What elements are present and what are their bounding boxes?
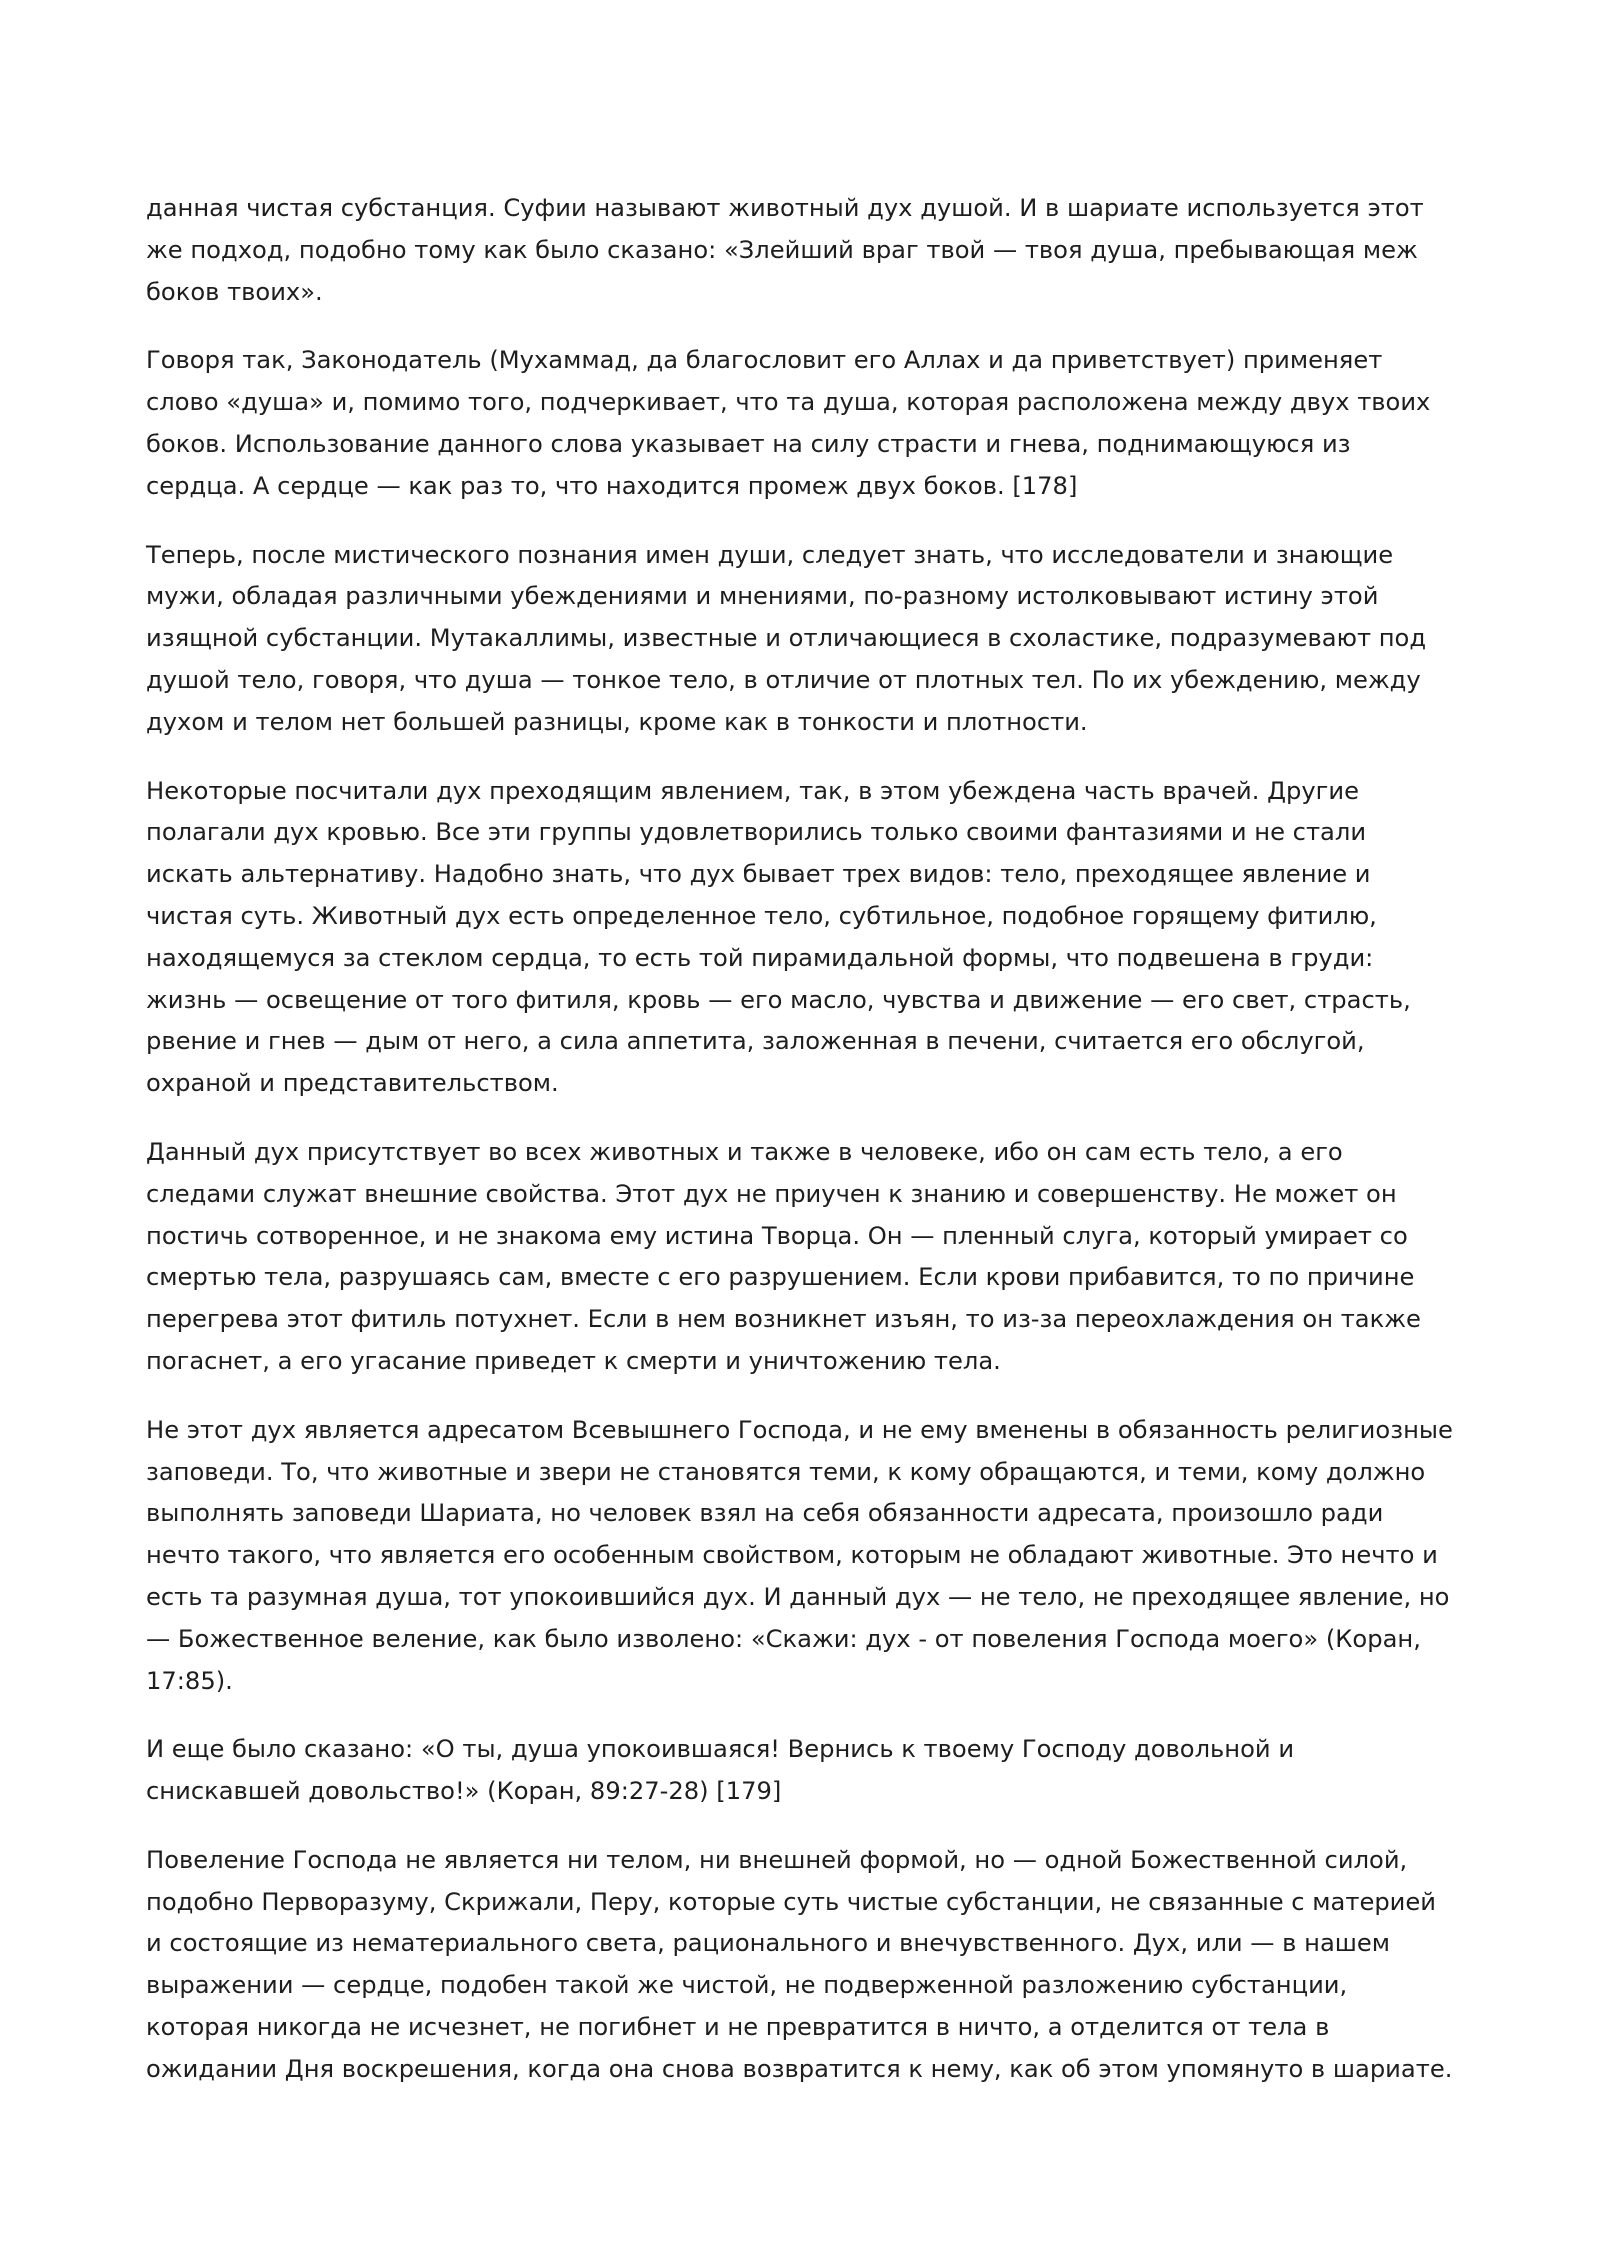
paragraph-6: Не этот дух является адресатом Всевышнего Господа, и не ему вменены в обязанность религиозные заповеди. То, что животные и звери не становятся теми, к кому обращаются, и теми, кому должно выполнять заповеди Шариата, но человек взял на себя обязанности адресата, произошло ради нечто такого, что является его особенным свойством, которым не обладают животные. Это нечто и есть та разумная душа, тот упокоившийся дух. И данный дух — не тело, не преходящее явление, но — Божественное веление, как было изволено: «Скажи: дух - от повеления Господа моего» (Коран, 17:85). — [146, 1415, 1453, 1695]
paragraph-5: Данный дух присутствует во всех животных и также в человеке, ибо он сам есть тело, а его следами служат внешние свойства. Этот дух не приучен к знанию и совершенству. Не может он постичь сотворенное, и не знакома ему истина Творца. Он — пленный слуга, который умирает со смертью тела, разрушаясь сам, вместе с его разрушением. Если крови прибавится, то по причине перегрева этот фитиль потухнет. Если в нем возникнет изъян, то из-за переохлаждения он также погаснет, а его угасание приведет к смерти и уничтожению тела. — [146, 1137, 1421, 1375]
paragraph-3: Теперь, после мистического познания имен души, следует знать, что исследователи и знающие мужи, обладая различными убеждениями и мнениями, по-разному истолковывают истину этой изящной субстанции. Мутакаллимы, известные и отличающиеся в схоластике, подразумевают под душой тело, говоря, что душа — тонкое тело, в отличие от плотных тел. По их убеждению, между духом и телом нет большей разницы, кроме как в тонкости и плотности. — [146, 540, 1427, 736]
paragraph-7: И еще было сказано: «О ты, душа упокоившаяся! Вернись к твоему Господу довольной и снискавшей довольство!» (Коран, 89:27-28) [179] — [146, 1735, 1295, 1806]
paragraph-2: Говоря так, Законодатель (Мухаммад, да благословит его Аллах и да приветствует) применяет слово «душа» и, помимо того, подчеркивает, что та душа, которая расположена между двух твоих боков. Использование данного слова указывает на силу страсти и гнева, поднимающуюся из сердца. А сердце — как раз то, что находится промеж двух боков. [178] — [146, 346, 1431, 500]
paragraph-8: Повеление Господа не является ни телом, ни внешней формой, но — одной Божественной силой, подобно Перворазуму, Скрижали, Перу, которые суть чистые субстанции, не связанные с материей и состоящие из нематериального света, рационального и внечувственного. Дух, или — в нашем выражении — сердце, подобен такой же чистой, не подверженной разложению субстанции, которая никогда не исчезнет, не погибнет и не превратится в ничто, а отделится от тела в ожидании Дня воскрешения, когда она снова возвратится к нему, как об этом упомянуто в шариате. — [146, 1845, 1453, 2083]
paragraph-1: данная чистая субстанция. Суфии называют животный дух душой. И в шариате используется этот же подход, подобно тому как было сказано: «Злейший враг твой — твоя душа, пребывающая меж боков твоих». — [146, 194, 1424, 306]
paragraph-4: Некоторые посчитали дух преходящим явлением, так, в этом убеждена часть врачей. Другие полагали дух кровью. Все эти группы удовлетворились только своими фантазиями и не стали искать альтернативу. Надобно знать, что дух бывает трех видов: тело, преходящее явление и чистая суть. Животный дух есть определенное тело, субтильное, подобное горящему фитилю, находящемуся за стеклом сердца, то есть той пирамидальной формы, что подвешена в груди: жизнь — освещение от того фитиля, кровь — его масло, чувства и движение — его свет, страсть, рвение и гнев — дым от него, а сила аппетита, заложенная в печени, считается его обслугой, охраной и представительством. — [146, 776, 1411, 1098]
body-text — [146, 188, 1456, 2118]
